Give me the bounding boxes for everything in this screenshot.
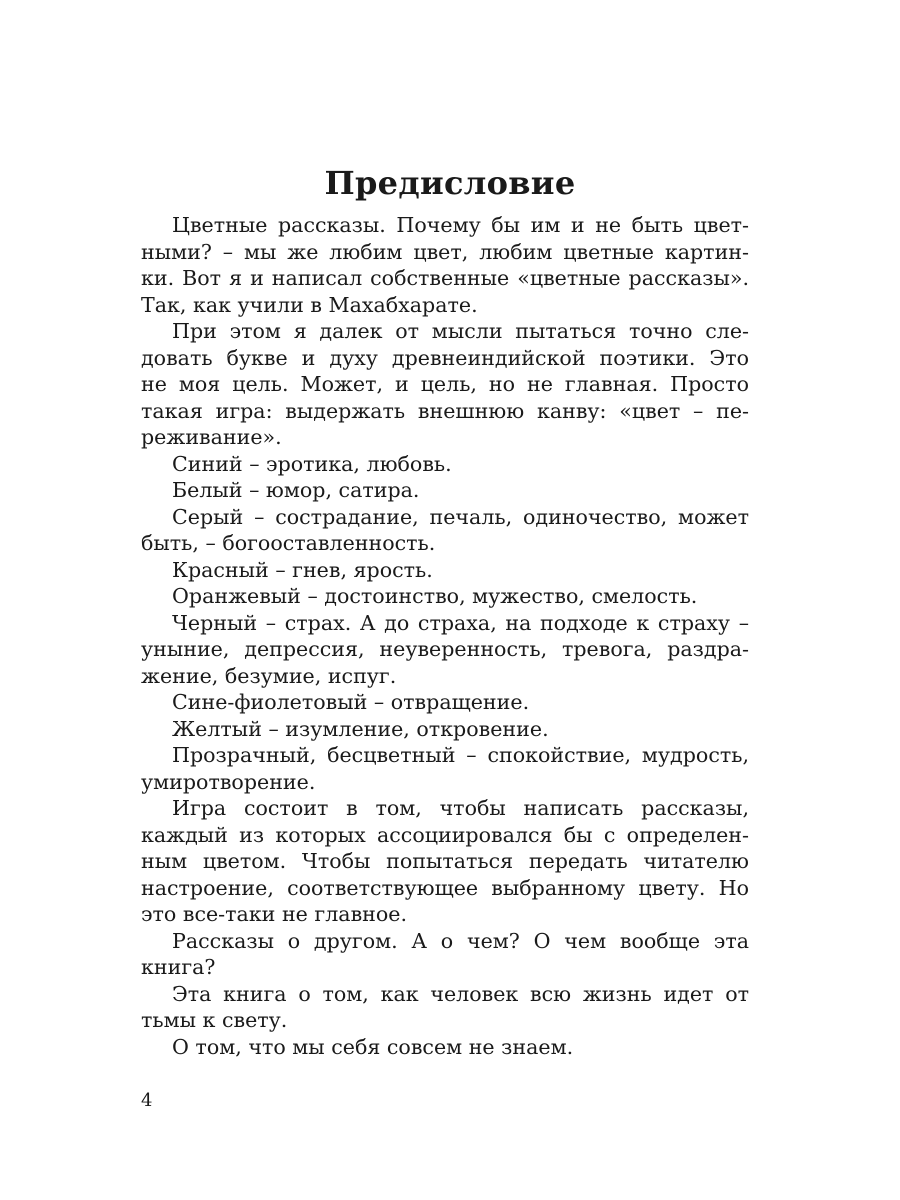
text-line: настроение, соответствующее выбранному цвету. Но: [141, 875, 749, 900]
text-line: Эта книга о том, как человек всю жизнь идет от: [172, 981, 749, 1006]
text-line: уныние, депрессия, неуверенность, тревога, раздра-: [141, 637, 749, 661]
text-line: реживание».: [141, 425, 282, 449]
text-line: Сине-фиолетовый – отвращение.: [172, 690, 530, 714]
text-line: Оранжевый – достоинство, мужество, смелость.: [172, 584, 698, 608]
text-line: быть, – богооставленность.: [141, 531, 436, 555]
text-line: Желтый – изумление, откровение.: [172, 716, 549, 741]
text-line: Красный – гнев, ярость.: [172, 557, 433, 582]
text-line: такая игра: выдержать внешнюю канву: «цвет – пе-: [141, 398, 749, 423]
text-line: При этом я далек от мысли пытаться точно сле-: [172, 319, 749, 343]
text-line: Серый – сострадание, печаль, одиночество, может: [172, 504, 749, 529]
text-line: Синий – эротика, любовь.: [172, 451, 452, 476]
text-line: ки. Вот я и написал собственные «цветные рассказы».: [141, 266, 749, 290]
text-line: довать букве и духу древнеиндийской поэтики. Это: [141, 345, 749, 370]
text-line: Прозрачный, бесцветный – спокойствие, мудрость,: [172, 743, 749, 767]
page-title: Предисловие: [324, 164, 576, 202]
text-line: Цветные рассказы. Почему бы им и не быть цвет-: [172, 213, 749, 237]
text-line: Игра состоит в том, чтобы написать рассказы,: [172, 796, 749, 820]
text-line: жение, безумие, испуг.: [141, 663, 397, 688]
text-line: Так, как учили в Махабхарате.: [141, 292, 478, 317]
text-line: умиротворение.: [141, 769, 316, 794]
text-line: ными? – мы же любим цвет, любим цветные картин-: [141, 239, 749, 264]
text-line: О том, что мы себя совсем не знаем.: [172, 1034, 574, 1059]
text-line: книга?: [141, 955, 216, 979]
page-number: 4: [141, 1090, 153, 1111]
text-line: не моя цель. Может, и цель, но не главная. Просто: [141, 372, 749, 396]
text-line: Белый – юмор, сатира.: [172, 478, 420, 502]
text-line: Черный – страх. А до страха, на подходе к страху –: [172, 610, 749, 635]
body-text: [141, 212, 749, 1060]
text-line: это все-таки не главное.: [141, 902, 408, 926]
text-line: тьмы к свету.: [141, 1008, 288, 1032]
text-line: Рассказы о другом. А о чем? О чем вообще эта: [172, 928, 749, 953]
text-line: ным цветом. Чтобы попытаться передать читателю: [141, 849, 749, 873]
text-line: каждый из которых ассоциировался бы с определен-: [141, 822, 749, 847]
